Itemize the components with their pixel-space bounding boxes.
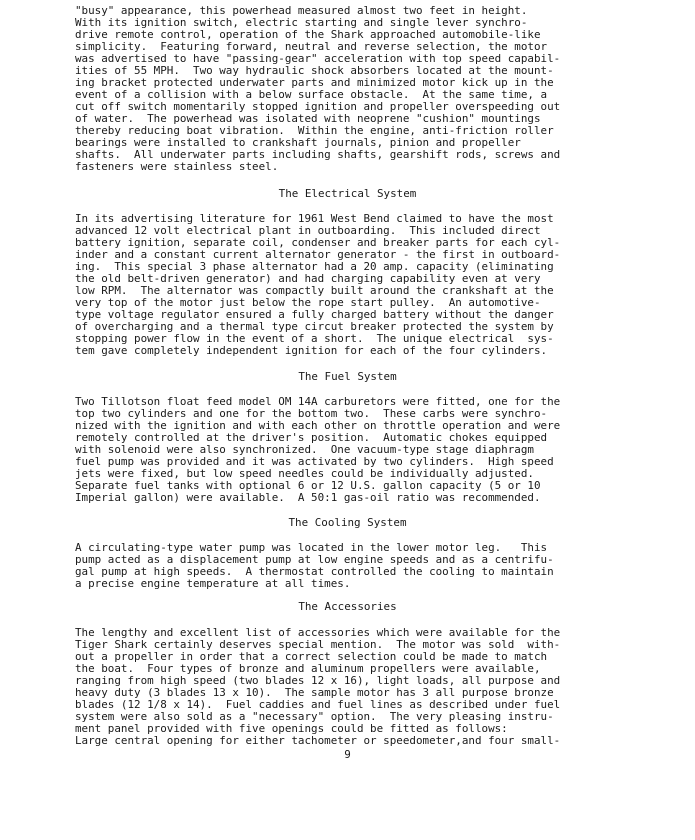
cooling-line-1: A circulating-type water pump was located in the lower motor leg. This [75, 541, 548, 554]
electrical-line-12: tem gave completely independent ignition for each of the four cylinders. [75, 344, 548, 357]
electrical-line-2: advanced 12 volt electrical plant in outboarding. This included direct [75, 224, 541, 237]
intro-line-3: drive remote control, operation of the Shark approached automobile-like [75, 28, 541, 41]
intro-line-4: simplicity. Featuring forward, neutral and reverse selection, the motor [75, 40, 548, 53]
electrical-line-4: inder and a constant current alternator generator - the first in outboard- [75, 248, 561, 261]
fuel-line-6: fuel pump was provided and it was activated by two cylinders. High speed [75, 455, 554, 468]
cooling-line-2: pump acted as a displacement pump at low engine speeds and as a centrifu- [75, 553, 554, 566]
accessories-line-9: ment panel provided with five openings could be fitted as follows: [75, 722, 508, 735]
electrical-line-3: battery ignition, separate coil, condenser and breaker parts for each cyl- [75, 236, 561, 249]
accessories-line-7: blades (12 1/8 x 14). Fuel caddies and fuel lines as described under fuel [75, 698, 561, 711]
accessories-line-6: heavy duty (3 blades 13 x 10). The sample motor has 3 all purpose bronze [75, 686, 554, 699]
electrical-line-6: the old belt-driven generator) and had charging capability even at very [75, 272, 541, 285]
fuel-line-9: Imperial gallon) were available. A 50:1 gas-oil ratio was recommended. [75, 491, 541, 504]
cooling-line-3: gal pump at high speeds. A thermostat controlled the cooling to maintain [75, 565, 554, 578]
electrical-line-8: very top of the motor just below the rope start pulley. An automotive- [75, 296, 541, 309]
fuel-line-2: top two cylinders and one for the bottom two. These carbs were synchro- [75, 407, 548, 420]
electrical-line-9: type voltage regulator ensured a fully charged battery without the danger [75, 308, 554, 321]
accessories-line-1: The lengthy and excellent list of accessories which were available for the [75, 626, 561, 639]
electrical-line-1: In its advertising literature for 1961 West Bend claimed to have the most [75, 212, 554, 225]
electrical-line-11: stopping power flow in the event of a short. The unique electrical sys- [75, 332, 554, 345]
section-heading-cooling: The Cooling System [288, 516, 407, 529]
intro-line-11: thereby reducing boat vibration. Within the engine, anti-friction roller [75, 124, 554, 137]
electrical-line-5: ing. This special 3 phase alternator had a 20 amp. capacity (eliminating [75, 260, 554, 273]
cooling-line-4: a precise engine temperature at all times. [75, 577, 351, 590]
fuel-line-8: Separate fuel tanks with optional 6 or 12 U.S. gallon capacity (5 or 10 [75, 479, 541, 492]
intro-line-12: bearings were installed to crankshaft journals, pinion and propeller [75, 136, 521, 149]
page-number: 9 [344, 748, 351, 761]
fuel-line-3: nized with the ignition and with each other on throttle operation and were [75, 419, 561, 432]
intro-line-8: event of a collision with a below surface obstacle. At the same time, a [75, 88, 548, 101]
accessories-line-8: system were also sold as a "necessary" option. The very pleasing instru- [75, 710, 554, 723]
intro-line-9: cut off switch momentarily stopped ignition and propeller overspeeding out [75, 100, 561, 113]
section-heading-accessories: The Accessories [298, 600, 397, 613]
electrical-line-10: of overcharging and a thermal type circut breaker protected the system by [75, 320, 554, 333]
accessories-line-5: ranging from high speed (two blades 12 x 16), light loads, all purpose and [75, 674, 561, 687]
fuel-line-7: jets were fixed, but low speed needles could be individually adjusted. [75, 467, 534, 480]
accessories-line-4: the boat. Four types of bronze and aluminum propellers were available, [75, 662, 541, 675]
intro-line-2: With its ignition switch, electric starting and single lever synchro- [75, 16, 528, 29]
intro-line-5: was advertised to have "passing-gear" acceleration with top speed capabil- [75, 52, 561, 65]
accessories-line-10: Large central opening for either tachometer or speedometer,and four small- [75, 734, 561, 747]
intro-line-6: ities of 55 MPH. Two way hydraulic shock absorbers located at the mount- [75, 64, 554, 77]
fuel-line-4: remotely controlled at the driver's position. Automatic chokes equipped [75, 431, 548, 444]
accessories-line-3: out a propeller in order that a correct selection could be made to match [75, 650, 548, 663]
section-heading-electrical: The Electrical System [278, 187, 417, 200]
fuel-line-5: with solenoid were also synchronized. One vacuum-type stage diaphragm [75, 443, 534, 456]
accessories-line-2: Tiger Shark certainly deserves special mention. The motor was sold with- [75, 638, 561, 651]
intro-line-7: ing bracket protected underwater parts and minimized motor kick up in the [75, 76, 554, 89]
intro-line-10: of water. The powerhead was isolated with neoprene "cushion" mountings [75, 112, 541, 125]
intro-line-1: "busy" appearance, this powerhead measured almost two feet in height. [75, 4, 528, 17]
intro-line-13: shafts. All underwater parts including shafts, gearshift rods, screws and [75, 148, 561, 161]
fuel-line-1: Two Tillotson float feed model OM 14A carburetors were fitted, one for the [75, 395, 561, 408]
intro-line-14: fasteners were stainless steel. [75, 160, 279, 173]
section-heading-fuel: The Fuel System [298, 370, 397, 383]
electrical-line-7: low RPM. The alternator was compactly built around the crankshaft at the [75, 284, 554, 297]
